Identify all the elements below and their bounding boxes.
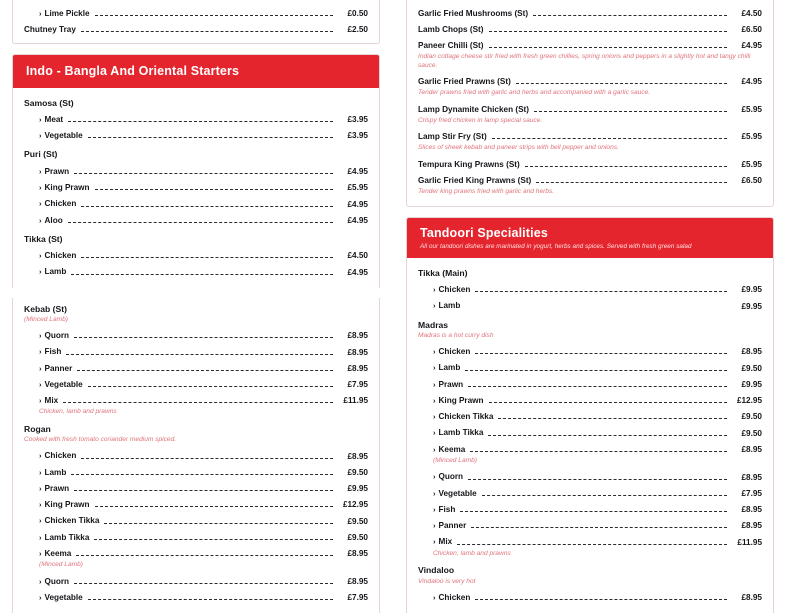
menu-item-row [24,20,368,36]
menu-card-indo-bangla-starters [12,54,380,287]
chevron-right-icon: › [433,285,436,294]
dotted-leader [498,417,727,419]
menu-item-name: › Quorn [433,472,463,481]
menu-item-row [418,72,762,88]
menu-item-row [418,280,762,296]
menu-item-name: Chutney Tray [24,25,76,34]
dotted-leader [471,526,727,528]
menu-item-name: › King Prawn [39,183,90,192]
menu-group [24,424,368,604]
menu-item-name: › Fish [433,505,455,514]
menu-item-name: › King Prawn [433,396,484,405]
dotted-leader [465,369,727,371]
rows-container [418,4,762,197]
chevron-right-icon: › [433,412,436,421]
dotted-leader [76,554,333,556]
menu-item-price: £4.50 [732,9,762,18]
chevron-right-icon: › [39,468,42,477]
menu-item-row [24,446,368,462]
dotted-leader [81,205,333,207]
menu-item-row [418,36,762,52]
menu-item-price: £4.95 [338,200,368,209]
menu-item-name: Lamp Stir Fry (St) [418,132,487,141]
menu-group-name: Kebab (St) [24,304,368,314]
menu-item-price: £11.95 [338,396,368,405]
menu-item-price: £8.95 [732,445,762,454]
chevron-right-icon: › [433,445,436,454]
chevron-right-icon: › [39,199,42,208]
menu-item-row [24,511,368,527]
chevron-right-icon: › [433,363,436,372]
chevron-right-icon: › [433,593,436,602]
dotted-leader [95,505,333,507]
chevron-right-icon: › [433,521,436,530]
menu-item-price: £8.95 [338,452,368,461]
groups-container [24,304,368,605]
dotted-leader [74,489,333,491]
menu-item-row [24,572,368,588]
dotted-leader [525,165,727,167]
menu-item-row [24,391,368,407]
dotted-leader [516,82,727,84]
chevron-right-icon: › [39,533,42,542]
chevron-right-icon: › [433,505,436,514]
menu-item-price: £9.95 [732,380,762,389]
menu-item-price: £8.95 [732,505,762,514]
menu-item-name: › Lamb [433,301,460,310]
menu-item-name: › Keema [433,445,465,454]
menu-item-price: £8.95 [732,347,762,356]
dotted-leader [536,181,727,183]
chevron-right-icon: › [433,489,436,498]
section-subtitle: All our tandoori dishes are marinated in yogurt, herbs and spices. Served with fresh green salad [420,243,761,251]
menu-item-price: £8.95 [732,521,762,530]
menu-item-price: £9.50 [732,412,762,421]
menu-group [24,234,368,279]
dotted-leader [489,401,727,403]
menu-item-name: › Chicken [39,199,76,208]
menu-item-price: £9.95 [732,302,762,311]
menu-item-price: £6.50 [732,25,762,34]
menu-item-row [418,127,762,143]
menu-item-price: £0.50 [338,9,368,18]
dotted-leader [74,582,333,584]
menu-group-note: Vindaloo is very hot [418,578,762,586]
chevron-right-icon: › [39,183,42,192]
chevron-right-icon: › [39,251,42,260]
menu-item-price: £9.50 [732,429,762,438]
dotted-leader [475,290,727,292]
menu-item-name: › Quorn [39,331,69,340]
menu-group [24,149,368,226]
chevron-right-icon: › [39,593,42,602]
groups-container [24,98,368,279]
menu-item-row [24,246,368,262]
menu-item-price: £11.95 [732,538,762,547]
menu-item-name: › Lamb [433,363,460,372]
menu-item-row [24,342,368,358]
menu-item-description: Tender king prawns fried with garlic and herbs. [418,188,762,197]
menu-item-description: Indian cottage cheese stir fried with fresh green chillies, spring onions and peppers in a slightly hot and tangy chilli sauce. [418,53,762,70]
dotted-leader [533,14,727,16]
dotted-leader [489,46,727,48]
menu-item-row [418,588,762,604]
menu-item-price: £8.95 [732,593,762,602]
dotted-leader [468,478,727,480]
menu-item-name: › Chicken [433,593,470,602]
chevron-right-icon: › [39,347,42,356]
menu-item-price: £4.95 [338,167,368,176]
dotted-leader [475,352,727,354]
menu-card-tandoori-specialities [406,217,774,613]
dotted-leader [465,308,727,309]
dotted-leader [71,473,333,475]
menu-item-name: › Chicken [39,251,76,260]
menu-group-name: Samosa (St) [24,98,368,108]
menu-item-row [24,194,368,210]
chevron-right-icon: › [39,451,42,460]
menu-item-name: › Vegetable [39,131,83,140]
menu-item-name: › Fish [39,347,61,356]
dotted-leader [68,221,333,223]
menu-item-name: › King Prawn [39,500,90,509]
menu-item-name: Garlic Fried Mushrooms (St) [418,9,528,18]
menu-item-price: £8.95 [338,549,368,558]
menu-group-name: Vindaloo [418,565,762,575]
menu-item-row [418,532,762,548]
menu-item-price: £4.95 [732,41,762,50]
menu-item-name: › Prawn [39,167,69,176]
menu-item-name: › Chicken Tikka [39,516,99,525]
menu-group [418,320,762,559]
menu-item-row [418,467,762,483]
menu-item-price: £12.95 [338,500,368,509]
dotted-leader [71,273,333,275]
menu-item-description: Chicken, lamb and prawns [39,408,368,417]
menu-item-price: £9.95 [732,285,762,294]
dotted-leader [460,510,727,512]
groups-container [418,268,762,604]
menu-item-row [24,375,368,391]
menu-item-name: › Vegetable [39,380,83,389]
section-header-tandoori [407,218,773,258]
menu-item-price: £9.50 [338,468,368,477]
menu-item-name: › Mix [39,396,58,405]
dotted-leader [88,385,333,387]
dotted-leader [470,450,727,452]
menu-item-description: Crispy fried chicken in lamp special sauce. [418,117,762,126]
menu-item-row [418,375,762,391]
chevron-right-icon: › [39,396,42,405]
menu-item-row [418,342,762,358]
dotted-leader [81,256,333,258]
chevron-right-icon: › [39,516,42,525]
rows-container [24,4,368,36]
menu-item-price: £8.95 [732,473,762,482]
menu-item-price: £4.95 [338,216,368,225]
menu-item-row [24,262,368,278]
card-body [13,88,379,288]
dotted-leader [104,522,333,524]
menu-group-note: Madras is a hot curry dish [418,332,762,340]
menu-card-continued-top-right [406,0,774,207]
menu-item-row [24,162,368,178]
card-body [13,298,379,613]
menu-item-row [418,516,762,532]
dotted-leader [88,136,333,138]
chevron-right-icon: › [39,131,42,140]
chevron-right-icon: › [39,500,42,509]
menu-item-name: Lamb Chops (St) [418,25,484,34]
menu-item-price: £4.50 [338,251,368,260]
menu-item-name: › Chicken [433,347,470,356]
dotted-leader [489,30,728,32]
menu-item-name: Garlic Fried King Prawns (St) [418,176,531,185]
menu-item-name: › Lamb Tikka [39,533,89,542]
menu-group-name: Madras [418,320,762,330]
chevron-right-icon: › [433,472,436,481]
menu-item-name: › Meat [39,115,63,124]
menu-item-row [418,171,762,187]
dotted-leader [68,120,333,122]
menu-item-name: › Keema [39,549,71,558]
menu-item-price: £8.95 [338,331,368,340]
dotted-leader [457,543,727,545]
chevron-right-icon: › [433,428,436,437]
section-title: Tandoori Specialities [420,226,761,240]
menu-item-price: £9.50 [338,517,368,526]
menu-item-row [418,407,762,423]
menu-group-name: Tikka (Main) [418,268,762,278]
chevron-right-icon: › [39,9,42,18]
chevron-right-icon: › [433,537,436,546]
menu-item-name: › Prawn [39,484,69,493]
menu-item-row [24,211,368,227]
menu-item-row [418,423,762,439]
dotted-leader [63,401,333,403]
menu-item-price: £5.95 [732,160,762,169]
menu-item-row [24,495,368,511]
menu-group [24,98,368,143]
menu-item-name: › Aloo [39,216,63,225]
menu-item-name: › Chicken [39,451,76,460]
menu-item-row [418,440,762,456]
chevron-right-icon: › [433,301,436,310]
menu-item-name: › Quorn [39,577,69,586]
chevron-right-icon: › [39,331,42,340]
menu-item-description: Chicken, lamb and prawns [433,550,762,559]
menu-item-price: £7.95 [338,380,368,389]
menu-item-price: £7.95 [338,593,368,602]
menu-item-name: › Vegetable [433,489,477,498]
menu-item-row [24,588,368,604]
menu-item-note: (Minced Lamb) [433,457,762,466]
menu-item-row [418,20,762,36]
menu-item-description: Slices of sheek kebab and paneer strips with bell pepper and onions. [418,144,762,153]
menu-item-row [418,155,762,171]
menu-item-row [24,110,368,126]
menu-item-price: £12.95 [732,396,762,405]
dotted-leader [488,434,727,436]
menu-group [24,304,368,417]
card-body [13,0,379,43]
menu-card-starters-continued [12,298,380,613]
menu-item-row [418,4,762,20]
menu-item-price: £3.95 [338,131,368,140]
menu-column-left [12,0,380,600]
menu-item-name: › Chicken [433,285,470,294]
menu-item-row [418,500,762,516]
menu-item-price: £9.50 [338,533,368,542]
menu-group [418,268,762,313]
chevron-right-icon: › [39,364,42,373]
dotted-leader [534,110,727,112]
menu-column-right [406,0,774,600]
chevron-right-icon: › [39,167,42,176]
menu-item-price: £9.50 [732,364,762,373]
menu-item-row [24,479,368,495]
menu-item-row [418,391,762,407]
menu-item-price: £3.95 [338,115,368,124]
chevron-right-icon: › [39,577,42,586]
dotted-leader [95,14,333,16]
menu-group-name: Puri (St) [24,149,368,159]
chevron-right-icon: › [39,267,42,276]
menu-item-name: › Lime Pickle [39,9,90,18]
dotted-leader [81,30,333,32]
menu-item-row [418,484,762,500]
chevron-right-icon: › [39,115,42,124]
chevron-right-icon: › [39,549,42,558]
menu-item-row [418,100,762,116]
dotted-leader [95,188,333,190]
menu-item-price: £4.95 [732,77,762,86]
menu-item-row [418,296,762,312]
menu-group [418,565,762,604]
menu-group-note: Cooked with fresh tomato coriander medium spiced. [24,436,368,444]
dotted-leader [468,385,727,387]
menu-item-name: Paneer Chilli (St) [418,41,484,50]
section-header-indo-bangla [13,55,379,87]
menu-item-price: £8.95 [338,348,368,357]
menu-item-name: › Mix [433,537,452,546]
chevron-right-icon: › [39,380,42,389]
dotted-leader [74,336,333,338]
menu-item-price: £7.95 [732,489,762,498]
menu-item-row [418,358,762,374]
dotted-leader [74,172,333,174]
menu-item-row [24,178,368,194]
menu-item-price: £2.50 [338,25,368,34]
menu-item-price: £5.95 [732,105,762,114]
menu-item-price: £5.95 [732,132,762,141]
menu-item-name: › Prawn [433,380,463,389]
menu-item-name: › Panner [39,364,72,373]
chevron-right-icon: › [433,380,436,389]
menu-item-description: Tender prawns fried with garlic and herbs and accompanied with a garlic sauce. [418,89,762,98]
menu-item-price: £9.95 [338,484,368,493]
chevron-right-icon: › [433,347,436,356]
menu-item-note: (Minced Lamb) [39,561,368,570]
section-title: Indo - Bangla And Oriental Starters [26,64,367,78]
menu-item-name: Lamp Dynamite Chicken (St) [418,105,529,114]
menu-item-name: › Lamb [39,468,66,477]
menu-item-row [24,126,368,142]
chevron-right-icon: › [39,484,42,493]
menu-item-row [24,463,368,479]
menu-item-row [24,4,368,20]
menu-item-price: £5.95 [338,183,368,192]
menu-item-name: › Lamb [39,267,66,276]
card-body [407,0,773,206]
menu-item-price: £4.95 [338,268,368,277]
dotted-leader [482,494,727,496]
menu-group-name: Rogan [24,424,368,434]
chevron-right-icon: › [39,216,42,225]
menu-group-note: (Minced Lamb) [24,316,368,324]
menu-item-price: £6.50 [732,176,762,185]
menu-item-row [24,326,368,342]
menu-item-name: › Panner [433,521,466,530]
menu-item-price: £8.95 [338,577,368,586]
dotted-leader [66,353,333,355]
menu-card-continued-top-left [12,0,380,44]
menu-item-row [24,528,368,544]
menu-item-row [24,359,368,375]
menu-item-name: › Vegetable [39,593,83,602]
dotted-leader [81,457,333,459]
card-body [407,258,773,613]
chevron-right-icon: › [433,396,436,405]
menu-item-name: › Lamb Tikka [433,428,483,437]
dotted-leader [77,369,333,371]
menu-item-price: £8.95 [338,364,368,373]
menu-item-name: › Chicken Tikka [433,412,493,421]
menu-group-name: Tikka (St) [24,234,368,244]
dotted-leader [492,137,727,139]
menu-item-row [24,544,368,560]
menu-item-name: Garlic Fried Prawns (St) [418,77,511,86]
menu-item-name: Tempura King Prawns (St) [418,160,520,169]
dotted-leader [94,538,333,540]
